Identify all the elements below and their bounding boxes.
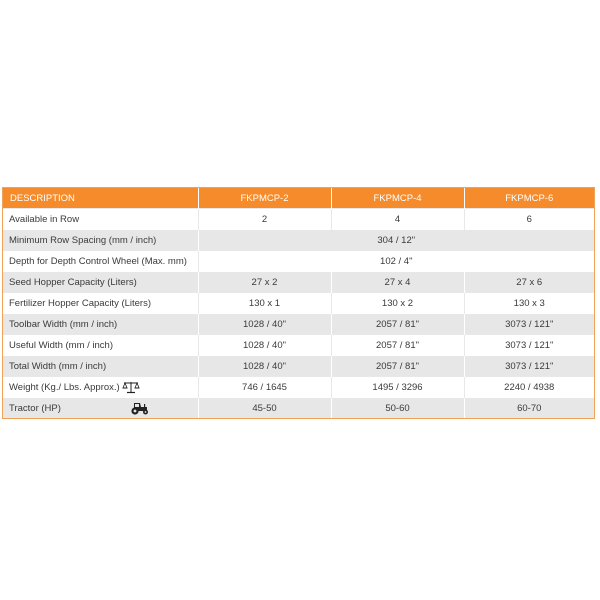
row-label: Toolbar Width (mm / inch) <box>3 314 198 335</box>
table-row <box>3 230 594 251</box>
cell-value: 2057 / 81" <box>331 356 464 377</box>
cell-value: 4 <box>331 209 464 230</box>
spec-table-grid <box>3 188 594 418</box>
cell-value: 6 <box>464 209 594 230</box>
row-label: Fertilizer Hopper Capacity (Liters) <box>3 293 198 314</box>
cell-value: 130 x 3 <box>464 293 594 314</box>
cell-value: 1028 / 40" <box>198 314 331 335</box>
row-label-cell <box>3 398 198 419</box>
row-label: Seed Hopper Capacity (Liters) <box>3 272 198 293</box>
cell-value: 2057 / 81" <box>331 314 464 335</box>
table-row <box>3 356 594 377</box>
table-row <box>3 377 594 398</box>
row-label: Minimum Row Spacing (mm / inch) <box>3 230 198 251</box>
cell-value: 102 / 4" <box>198 251 594 272</box>
cell-value: 2240 / 4938 <box>464 377 594 398</box>
cell-value: 3073 / 121" <box>464 314 594 335</box>
header-description: DESCRIPTION <box>3 188 198 209</box>
cell-value: 27 x 4 <box>331 272 464 293</box>
table-row <box>3 272 594 293</box>
table-row <box>3 335 594 356</box>
row-label: Depth for Depth Control Wheel (Max. mm) <box>3 251 198 272</box>
cell-value: 50-60 <box>331 398 464 419</box>
header-row <box>3 188 594 209</box>
cell-value: 130 x 2 <box>331 293 464 314</box>
row-label-cell <box>3 377 198 398</box>
cell-value: 45-50 <box>198 398 331 419</box>
cell-value: 304 / 12" <box>198 230 594 251</box>
cell-value: 27 x 6 <box>464 272 594 293</box>
cell-value: 3073 / 121" <box>464 356 594 377</box>
header-fkpmcp-4: FKPMCP-4 <box>331 188 464 209</box>
cell-value: 3073 / 121" <box>464 335 594 356</box>
spec-table <box>2 187 595 419</box>
row-label: Useful Width (mm / inch) <box>3 335 198 356</box>
scale-icon <box>122 380 140 394</box>
row-label: Tractor (HP) <box>9 402 61 414</box>
table-row <box>3 209 594 230</box>
row-label: Total Width (mm / inch) <box>3 356 198 377</box>
cell-value: 1495 / 3296 <box>331 377 464 398</box>
cell-value: 2057 / 81" <box>331 335 464 356</box>
header-fkpmcp-6: FKPMCP-6 <box>464 188 594 209</box>
table-row <box>3 314 594 335</box>
tractor-icon <box>128 401 150 415</box>
table-row <box>3 293 594 314</box>
row-label: Weight (Kg./ Lbs. Approx.) <box>9 381 120 393</box>
table-row <box>3 398 594 419</box>
header-fkpmcp-2: FKPMCP-2 <box>198 188 331 209</box>
cell-value: 60-70 <box>464 398 594 419</box>
cell-value: 1028 / 40" <box>198 356 331 377</box>
row-label: Available in Row <box>3 209 198 230</box>
cell-value: 746 / 1645 <box>198 377 331 398</box>
cell-value: 2 <box>198 209 331 230</box>
table-row <box>3 251 594 272</box>
cell-value: 130 x 1 <box>198 293 331 314</box>
cell-value: 27 x 2 <box>198 272 331 293</box>
cell-value: 1028 / 40" <box>198 335 331 356</box>
